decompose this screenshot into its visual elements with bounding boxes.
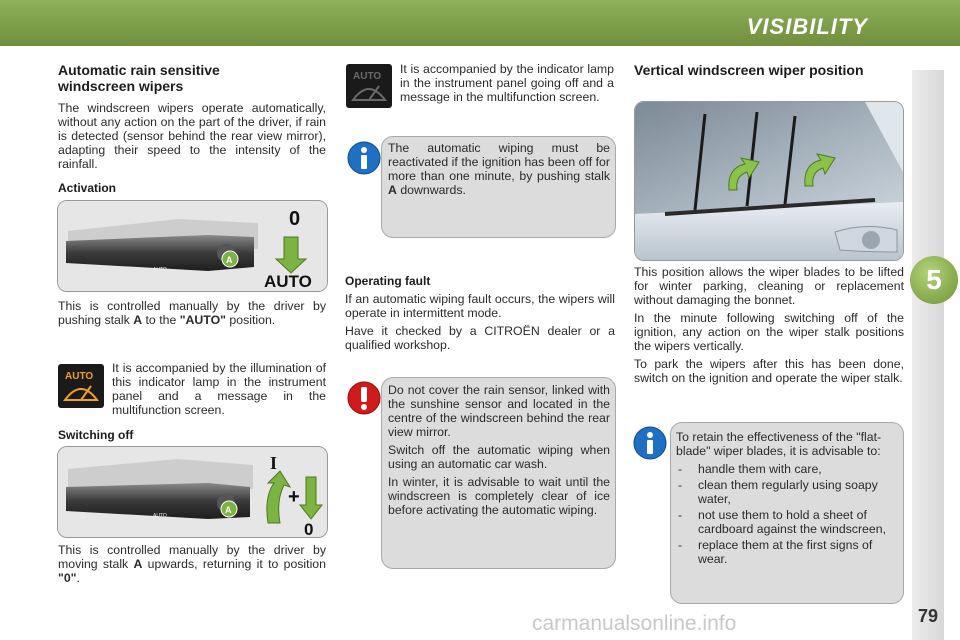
list-item: - replace them at the first signs of wear. [676,538,898,566]
warning-icon [346,380,382,421]
watermark: carmanualsonline.info [532,612,737,635]
auto-wiper-indicator-icon [58,364,104,408]
position-one-label: I [270,453,278,473]
rain-wipers-title: Automatic rain sensitive windscreen wipers [58,62,220,94]
operating-fault-text: If an automatic wiping fault occurs, the wipers will operate in intermittent mode. Have it checked by a CITROËN dealer or a qualified workshop. [345,292,615,352]
switching-off-figure [57,446,328,538]
stalk-label-a: A [226,255,233,265]
section-title: VISIBILITY [746,14,868,39]
chapter-sidebar [912,70,944,640]
auto-wiper-indicator-icon [346,64,392,108]
operating-fault-heading: Operating fault [345,274,431,288]
stalk-auto-mark: AUTO [153,267,167,273]
plus-sign: + [288,486,300,508]
vertical-wiper-title: Vertical windscreen wiper position [634,62,864,78]
reactivation-info-text: The automatic wiping must be reactivated if the ignition has been off for more than one minute, by pushing stalk A downwards. [388,141,610,197]
list-item: - clean them regularly using soapy water, [676,478,898,506]
vertical-wiper-text: This position allows the wiper blades to be lifted for winter parking, cleaning or replacement without damaging the bonnet. In the minute following switching off of the ignition, any action on the wiper stalk positions the wipers vertically. To park the wipers after this has been done, switch on the ignition and operate the wiper stalk. [634,265,904,385]
wiper-care-list [676,462,898,566]
info-icon [632,425,668,466]
wiper-care-text: To retain the effectiveness of the "flat-blade" wiper blades, it is advisable to: - handle them with care, - clean them regularly using soapy water, - not use them to hold a sheet of cardboard against the windscreen, - replace them at the first signs of wear. [676,430,898,568]
vertical-wiper-figure [634,101,904,261]
switching-off-text: This is controlled manually by the driver by moving stalk A upwards, returning it to position "0". [58,543,326,585]
svg-text:AUTO: AUTO [65,371,94,382]
chapter-tab[interactable]: 5 [910,256,958,304]
wiper-stalk-off-illustration [58,447,327,537]
list-item: - not use them to hold a sheet of cardboard against the windscreen, [676,508,898,536]
auto-position-label: AUTO [264,272,312,291]
stalk-auto-mark: AUTO [153,513,167,519]
info-icon [346,140,382,181]
position-zero-label: 0 [304,520,314,537]
position-zero-label: 0 [289,208,301,230]
activation-text: This is controlled manually by the driver by pushing stalk A to the "AUTO" position. [58,299,326,327]
svg-text:AUTO: AUTO [353,71,382,82]
indicator-off-text: It is accompanied by the indicator lamp in the instrument panel going off and a message in the multifunction screen. [400,62,614,104]
activation-figure [57,200,328,292]
page-number: 79 [918,606,939,626]
rain-wipers-intro: The windscreen wipers operate automatically, without any action on the part of the driver, if rain is detected (sensor behind the rear view mirror), adapting their speed to the intensity of the rainfall. [58,101,326,171]
car-windscreen-illustration [635,102,903,260]
wiper-stalk-auto-illustration [58,201,327,291]
list-item: - handle them with care, [676,462,898,476]
indicator-lamp-text: It is accompanied by the illumination of this indicator lamp in the instrument panel and a message in the multifunction screen. [112,361,326,417]
stalk-label-a: A [225,505,232,515]
warning-text: Do not cover the rain sensor, linked with the sunshine sensor and located in the centre of the windscreen behind the rear view mirror. Switch off the automatic wiping when using an automatic car wash. In winter, it is advisable to wait until the windscreen is completely clear of ice before activating the automatic wiping. [388,383,610,517]
switching-off-heading: Switching off [58,428,134,442]
activation-heading: Activation [58,181,117,195]
